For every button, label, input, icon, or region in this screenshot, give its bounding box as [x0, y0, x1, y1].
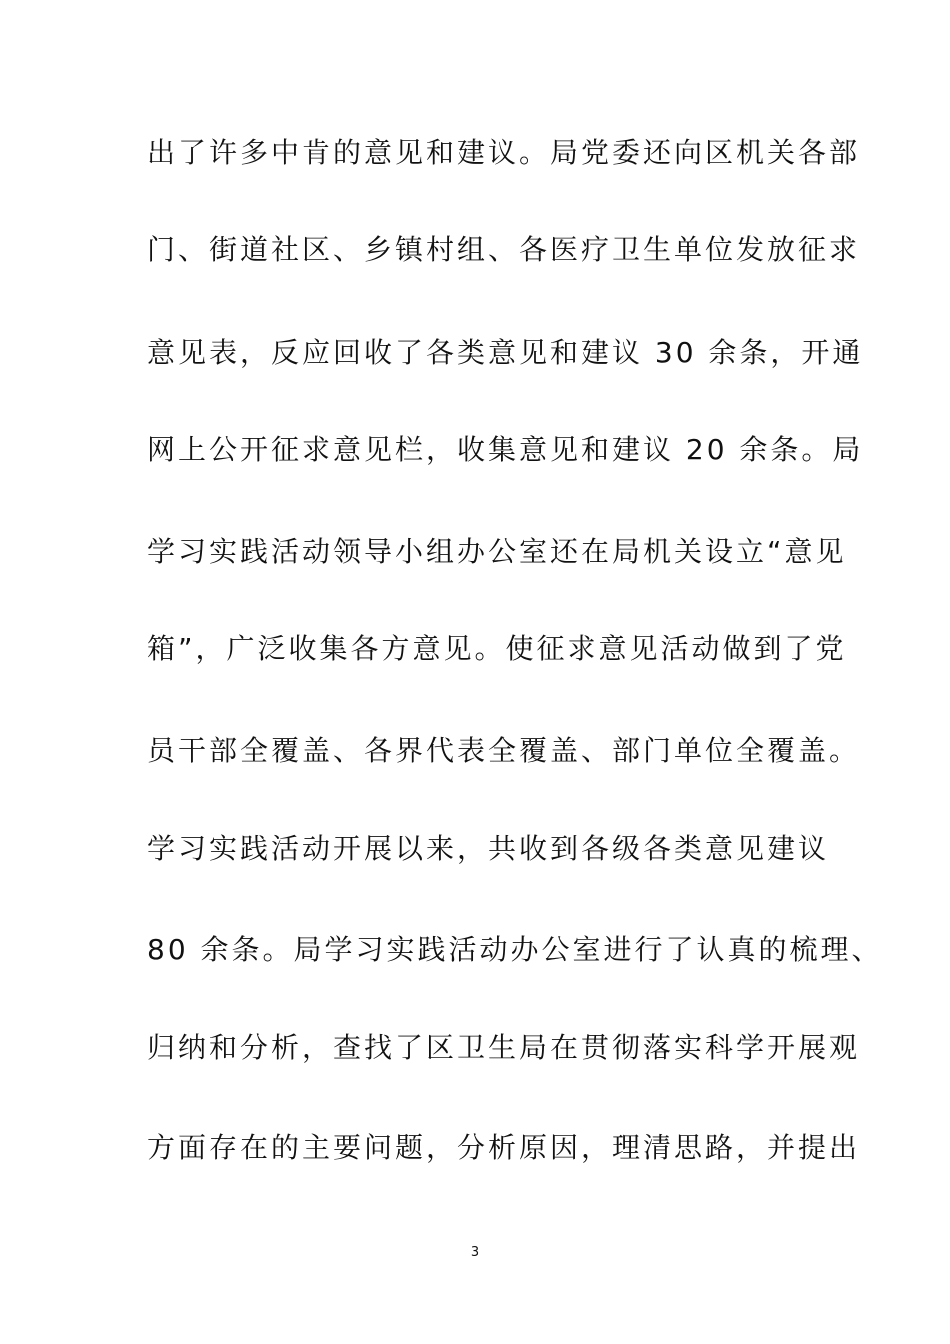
- text-line: 员干部全覆盖、各界代表全覆盖、部门单位全覆盖。: [147, 734, 861, 767]
- text-line: 学习实践活动开展以来，共收到各级各类意见建议: [147, 832, 830, 865]
- text-line: 箱”，广泛收集各方意见。使征求意见活动做到了党: [147, 632, 847, 665]
- text-line: 意见表，反应回收了各类意见和建议 30 余条，开通: [147, 336, 864, 369]
- text-line: 80 余条。局学习实践活动办公室进行了认真的梳理、: [147, 933, 883, 966]
- text-line: 网上公开征求意见栏，收集意见和建议 20 余条。局: [147, 433, 864, 466]
- text-line: 门、街道社区、乡镇村组、各医疗卫生单位发放征求: [147, 233, 861, 266]
- text-line: 学习实践活动领导小组办公室还在局机关设立“意见: [147, 535, 847, 568]
- text-line: 归纳和分析，查找了区卫生局在贯彻落实科学开展观: [147, 1031, 861, 1064]
- text-line: 出了许多中肯的意见和建议。局党委还向区机关各部: [147, 136, 861, 169]
- text-line: 方面存在的主要问题，分析原因，理清思路，并提出: [147, 1131, 861, 1164]
- page-number: 3: [470, 1245, 480, 1260]
